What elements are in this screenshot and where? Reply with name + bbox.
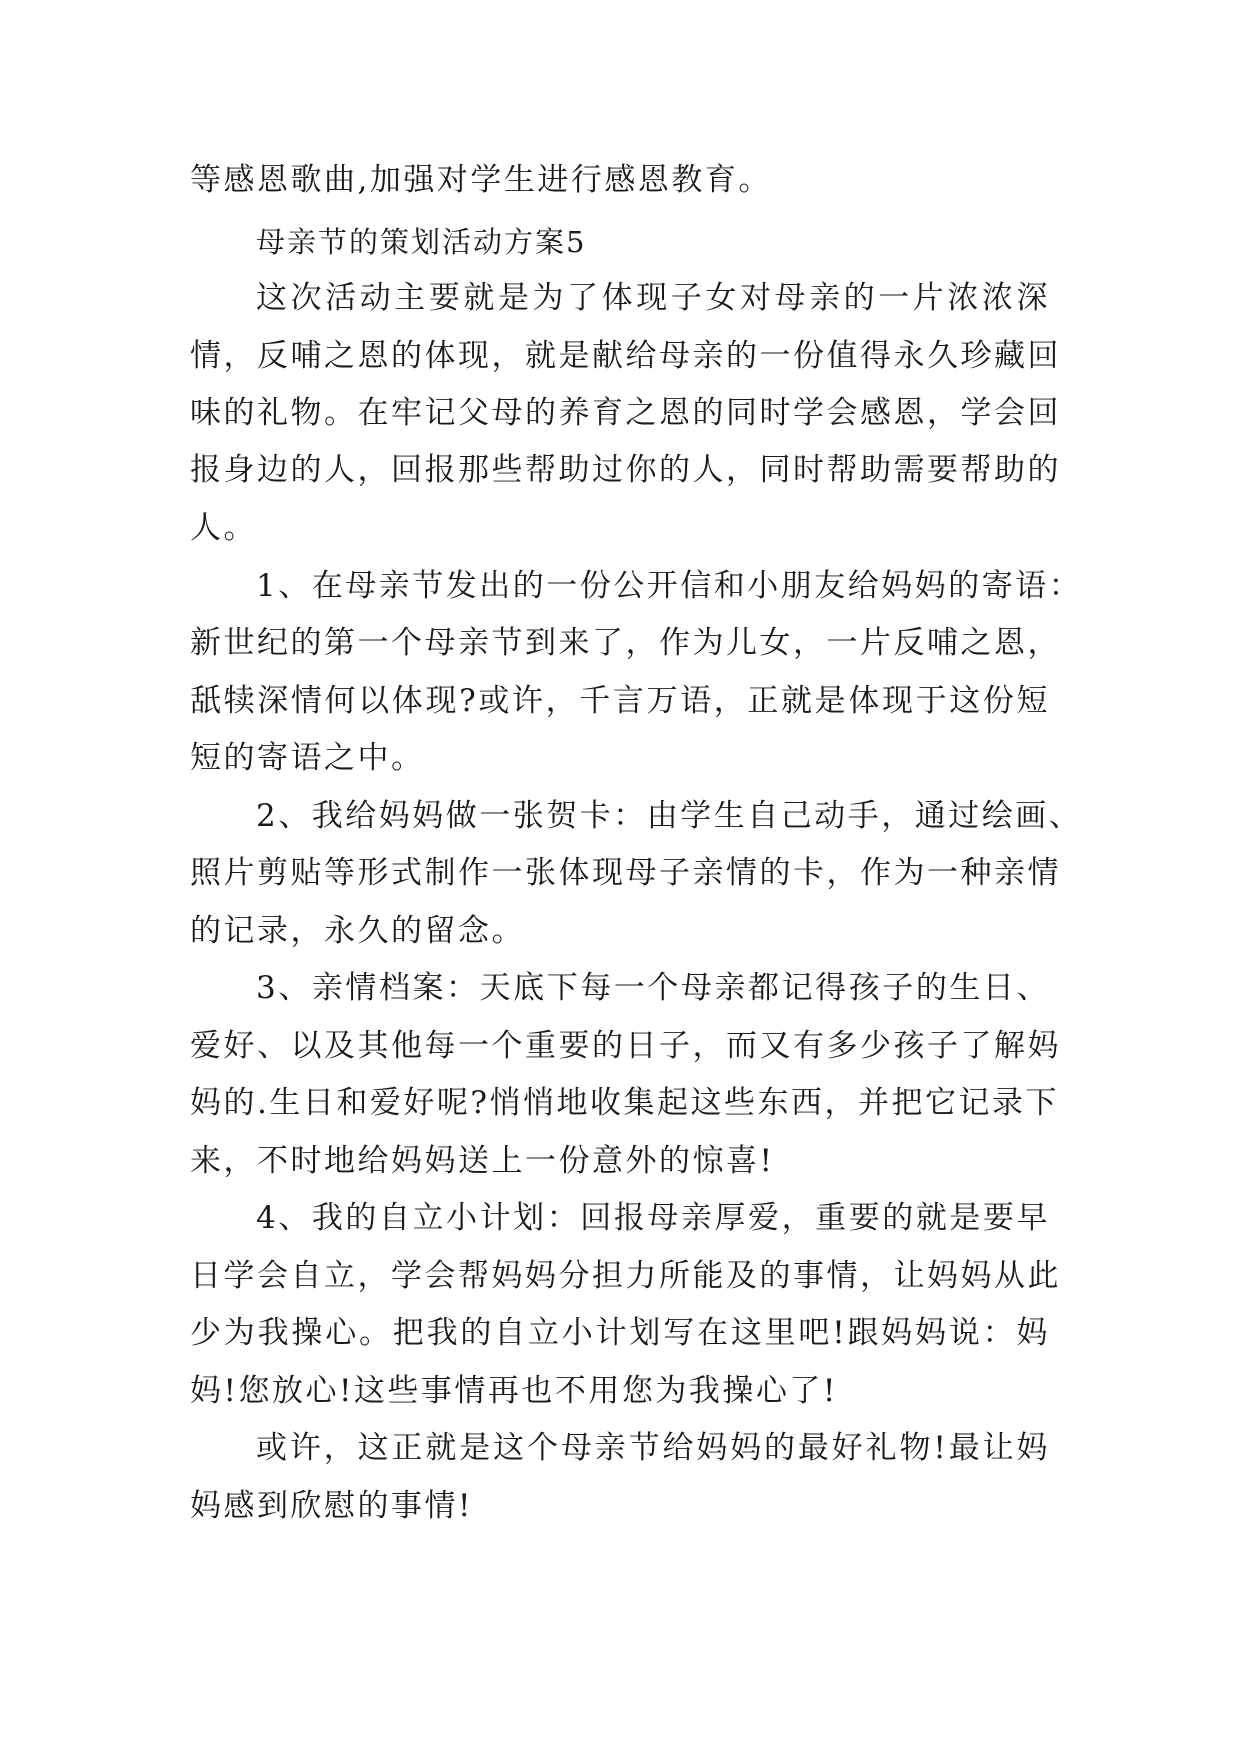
text-line: 照片剪贴等形式制作一张体现母子亲情的卡，作为一种亲情 xyxy=(190,855,1061,891)
text-line: 日学会自立，学会帮妈妈分担力所能及的事情，让妈妈从此 xyxy=(190,1258,1061,1294)
text-line: 的记录，永久的留念。 xyxy=(190,913,525,949)
text-line: 妈!您放心!这些事情再也不用您为我操心了! xyxy=(190,1373,838,1409)
text-line: 舐犊深情何以体现?或许，千言万语，正就是体现于这份短 xyxy=(190,683,1050,719)
section-heading: 母亲节的策划活动方案5 xyxy=(256,225,587,259)
text-line: 妈的.生日和爱好呢?悄悄地收集起这些东西，并把它记录下 xyxy=(190,1085,1059,1121)
text-line: 2、我给妈妈做一张贺卡：由学生自己动手，通过绘画、 xyxy=(256,798,1083,834)
text-line: 这次活动主要就是为了体现子女对母亲的一片浓浓深 xyxy=(256,280,1050,316)
text-line: 情，反哺之恩的体现，就是献给母亲的一份值得永久珍藏回 xyxy=(190,338,1061,374)
text-line: 少为我操心。把我的自立小计划写在这里吧!跟妈妈说：妈 xyxy=(190,1315,1050,1351)
text-line: 妈感到欣慰的事情! xyxy=(190,1488,473,1524)
text-line: 短的寄语之中。 xyxy=(190,740,425,776)
text-line: 1、在母亲节发出的一份公开信和小朋友给妈妈的寄语： xyxy=(256,568,1083,604)
text-line: 人。 xyxy=(190,510,257,546)
text-line: 等感恩歌曲,加强对学生进行感恩教育。 xyxy=(190,162,772,198)
text-line: 报身边的人，回报那些帮助过你的人，同时帮助需要帮助的 xyxy=(190,452,1061,488)
text-line: 或许，这正就是这个母亲节给妈妈的最好礼物!最让妈 xyxy=(256,1430,1050,1466)
text-line: 3、亲情档案：天底下每一个母亲都记得孩子的生日、 xyxy=(256,970,1050,1006)
text-line: 味的礼物。在牢记父母的养育之恩的同时学会感恩，学会回 xyxy=(190,395,1061,431)
text-line: 新世纪的第一个母亲节到来了，作为儿女，一片反哺之恩， xyxy=(190,625,1061,661)
text-line: 来，不时地给妈妈送上一份意外的惊喜! xyxy=(190,1143,775,1179)
text-line: 爱好、以及其他每一个重要的日子，而又有多少孩子了解妈 xyxy=(190,1028,1061,1064)
text-line: 4、我的自立小计划：回报母亲厚爱，重要的就是要早 xyxy=(256,1200,1050,1236)
